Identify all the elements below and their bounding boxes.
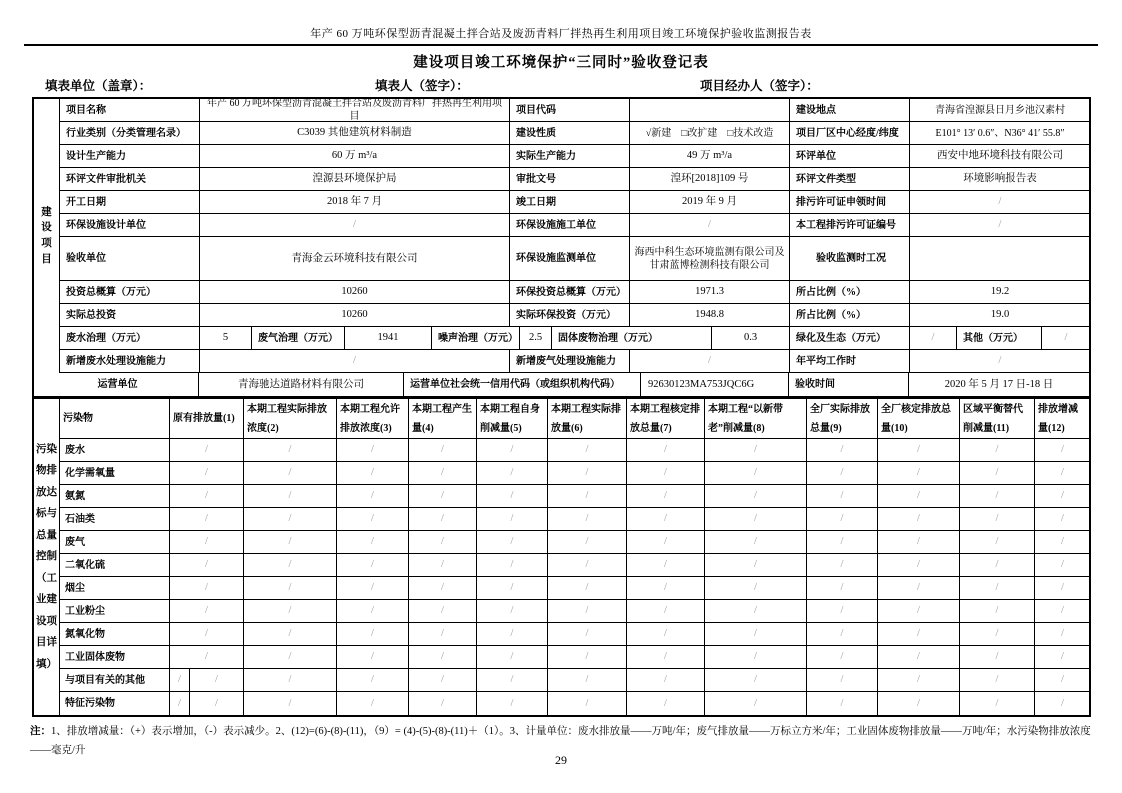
pollutant-value-cell: / (627, 485, 705, 508)
pollutant-value-cell: / (807, 646, 878, 669)
pollutant-value-cell: / (477, 646, 548, 669)
form-title: 建设项目竣工环境保护“三同时”验收登记表 (413, 55, 709, 71)
header-cell: 区域平衡替代削减量(11) (960, 399, 1035, 439)
pollutant-value-cell: / (807, 692, 878, 715)
pollutant-value-cell: / (878, 646, 960, 669)
pollutant-value-cell: / (548, 439, 627, 462)
pollutant-value-cell: / (409, 646, 477, 669)
value-cell: 环境影响报告表 (910, 168, 1090, 191)
label-cell: 环保设施设计单位 (60, 214, 200, 237)
pollutant-value-cell: / (170, 646, 244, 669)
pollutant-name-cell: 化学需氧量 (60, 462, 170, 485)
fill-unit-label: 填表单位（盖章）： (45, 79, 152, 93)
value-cell: 1941 (345, 327, 432, 350)
label-cell: 噪声治理（万元） (432, 327, 520, 350)
label-cell: 项目名称 (60, 99, 200, 122)
pollutant-value-cell: / (244, 531, 337, 554)
label-cell: 开工日期 (60, 191, 200, 214)
pollutant-value-cell: / (477, 669, 548, 692)
pollutant-value-cell: / (170, 439, 244, 462)
pollutant-value-cell: / (548, 692, 627, 715)
label-cell: 行业类别（分类管理名录） (60, 122, 200, 145)
pollutant-name-cell: 氮氧化物 (60, 623, 170, 646)
pollutant-value-cell: / (477, 531, 548, 554)
pollutant-value-cell: / (244, 692, 337, 715)
pollutant-value-cell: / (807, 462, 878, 485)
pollutant-value-cell: / (1035, 462, 1090, 485)
pollutant-name-cell: 废水 (60, 439, 170, 462)
pollutant-name-cell: 氨氮 (60, 485, 170, 508)
pollutant-value-cell: / (627, 554, 705, 577)
pollutant-value-cell: / (477, 485, 548, 508)
label-cell: 本工程排污许可证编号 (790, 214, 910, 237)
value-cell: 0.3 (712, 327, 790, 350)
pollutant-value-cell: / (548, 646, 627, 669)
row-operator (34, 373, 1089, 396)
row-design-capacity (60, 145, 1090, 168)
row-dates (60, 191, 1090, 214)
pollutant-value-cell: / (477, 554, 548, 577)
label-cell: 绿化及生态（万元） (790, 327, 910, 350)
pollutant-value-cell: / (627, 669, 705, 692)
label-cell: 实际总投资 (60, 304, 200, 327)
header-cell: 本期工程“以新带老”削减量(8) (705, 399, 807, 439)
pollutant-value-cell: / (409, 462, 477, 485)
label-cell: 竣工日期 (510, 191, 630, 214)
label-cell: 实际生产能力 (510, 145, 630, 168)
pollutant-value-cell: / (878, 485, 960, 508)
pollutant-value-cell: / (170, 485, 244, 508)
pollutant-value-cell: / (170, 508, 244, 531)
label-cell: 投资总概算（万元） (60, 281, 200, 304)
pollutant-value-cell: / (878, 439, 960, 462)
label-cell: 环评单位 (790, 145, 910, 168)
pollutant-value-cell: / (1035, 646, 1090, 669)
pollutant-value-cell: / (960, 439, 1035, 462)
pollutant-value-cell: / (409, 439, 477, 462)
construction-nature-checkboxes: √新建 □改扩建 □技术改造 (630, 122, 790, 145)
pollutant-value-cell: / (337, 485, 409, 508)
pollutant-value-cell: / (807, 485, 878, 508)
value-cell: / (200, 350, 510, 373)
pollutant-value-cell: / (1035, 577, 1090, 600)
pollutant-value-cell: / (548, 600, 627, 623)
pollutant-value-cell: / (878, 692, 960, 715)
pollutant-value-cell: / (807, 531, 878, 554)
pollutant-value-cell: / (337, 692, 409, 715)
pollutant-value-cell: / (548, 508, 627, 531)
pollutant-row (60, 439, 1090, 462)
pollutant-value-cell: / (477, 623, 548, 646)
pollutant-value-cell: / (409, 508, 477, 531)
label-cell: 所占比例（%） (790, 304, 910, 327)
header-cell: 本期工程自身削减量(5) (477, 399, 548, 439)
pollutant-value-cell: / (807, 508, 878, 531)
pollutant-value-cell: / (548, 485, 627, 508)
label-cell: 项目代码 (510, 99, 630, 122)
acceptance-time-label: 验收时间 (789, 373, 909, 396)
pollutant-value-cell: / (1035, 600, 1090, 623)
pollutant-value-cell: / (409, 531, 477, 554)
label-cell: 废水治理（万元） (60, 327, 200, 350)
pollutant-value-cell: / (705, 485, 807, 508)
pollutant-value-cell: / (244, 669, 337, 692)
pollutant-row (60, 623, 1090, 646)
pollutant-value-cell: / (705, 462, 807, 485)
project-vertical-label: 建设项目 (41, 206, 52, 265)
pollutant-value-cell: / (244, 485, 337, 508)
pollutant-value-cell: / (878, 462, 960, 485)
pollutant-value-cell: / (627, 462, 705, 485)
pollutant-value-cell: / (1035, 531, 1090, 554)
pollutant-value-cell: / (960, 623, 1035, 646)
label-cell: 所占比例（%） (790, 281, 910, 304)
signature-row (0, 74, 1122, 95)
label-cell: 新增废气处理设施能力 (510, 350, 630, 373)
pollutant-value-cell: / (548, 623, 627, 646)
value-cell: 10260 (200, 281, 510, 304)
value-cell: / (630, 214, 790, 237)
value-cell: 2018 年 7 月 (200, 191, 510, 214)
pollutant-name-cell: 二氧化硫 (60, 554, 170, 577)
footnote-body: 1、排放增减量：（+）表示增加，（-）表示减少。2、(12)=(6)-(8)-(11)，（9）= (4)-(5)-(8)-(11)＋（1）。3、计量单位：废水排放量——万吨/年；废气排放量——万标立方米/年；工业固体废物排放量——万吨/年；水污染物排放浓度——毫克/升 (30, 726, 1091, 757)
value-cell: / (630, 350, 790, 373)
value-cell: 海西中科生态环境监测有限公司及甘肃蓝博检测科技有限公司 (630, 237, 790, 281)
pollutant-row (60, 646, 1090, 669)
label-cell: 新增废水处理设施能力 (60, 350, 200, 373)
label-cell: 固体废物治理（万元） (552, 327, 712, 350)
pollutant-value-cell: / (705, 600, 807, 623)
pollutant-value-cell: / (627, 600, 705, 623)
header-cell: 污染物 (60, 399, 170, 439)
pollutant-sub-cell: / (170, 692, 190, 715)
value-cell: E101° 13′ 0.6″、N36° 41′ 55.8″ (910, 122, 1090, 145)
pollutant-value-cell: / (705, 646, 807, 669)
pollutant-value-cell: / (807, 439, 878, 462)
value-cell (910, 237, 1090, 281)
pollutant-value-cell: / (878, 577, 960, 600)
header-cell: 本期工程实际排放浓度(2) (244, 399, 337, 439)
pollutant-value-cell: / (627, 692, 705, 715)
pollutant-value-cell: / (244, 439, 337, 462)
pollutant-value-cell: / (477, 600, 548, 623)
header-cell: 排放增减量(12) (1035, 399, 1090, 439)
pollutant-value-cell: / (878, 669, 960, 692)
pollutant-value-cell: / (409, 600, 477, 623)
label-cell: 环评文件类型 (790, 168, 910, 191)
pollutant-rows (60, 399, 1090, 715)
pollutant-value-cell: / (337, 623, 409, 646)
value-cell: / (910, 350, 1090, 373)
pollutant-value-cell: / (627, 623, 705, 646)
label-cell: 建设性质 (510, 122, 630, 145)
pollutant-value-cell: / (960, 600, 1035, 623)
pollutant-value-cell: / (807, 669, 878, 692)
header-cell: 本期工程允许排放浓度(3) (337, 399, 409, 439)
pollutant-value-cell: / (1061, 697, 1064, 709)
pollutant-name-cell: 工业固体废物 (60, 646, 170, 669)
pollutant-value-cell: / (705, 439, 807, 462)
pollutant-value-cell: / (170, 623, 244, 646)
operator-name: 青海驰达道路材料有限公司 (199, 373, 404, 396)
value-cell: 青海省湟源县日月乡池汉素村 (910, 99, 1090, 122)
pollutant-value-cell: / (477, 439, 548, 462)
label-cell: 环保设施监测单位 (510, 237, 630, 281)
label-cell: 其他（万元） (957, 327, 1042, 350)
pollutant-value-cell: / (807, 554, 878, 577)
pollutant-value-cell: / (705, 692, 807, 715)
pollutant-value-cell: / (170, 554, 244, 577)
value-cell: C3039 其他建筑材料制造 (200, 122, 510, 145)
pollutant-value-cell: / (170, 600, 244, 623)
row-treatment-costs (60, 327, 1090, 350)
pollutant-value-cell: / (878, 508, 960, 531)
value-cell (630, 99, 790, 122)
pollutant-value-cell: / (807, 600, 878, 623)
label-cell: 环评文件审批机关 (60, 168, 200, 191)
pollutant-value-cell: / (170, 531, 244, 554)
pollutant-value-cell: / (960, 531, 1035, 554)
header-cell: 本期工程核定排放总量(7) (627, 399, 705, 439)
pollutant-value-cell: / (244, 577, 337, 600)
pollutant-row (60, 462, 1090, 485)
value-cell: 年产 60 万吨环保型沥青混凝土拌合站及废沥青料厂拌热再生利用项目 (200, 99, 510, 122)
value-cell: / (200, 214, 510, 237)
value-cell: 10260 (200, 304, 510, 327)
pollutant-value-cell: / (960, 485, 1035, 508)
handler-label: 项目经办人（签字）： (700, 79, 819, 93)
pollutant-value-cell: / (337, 669, 409, 692)
pollutant-value-cell: / (548, 554, 627, 577)
pollutant-value-cell: / (960, 554, 1035, 577)
pollution-table (32, 398, 1091, 717)
value-cell: 49 万 m³/a (630, 145, 790, 168)
page-number: 29 (555, 753, 567, 767)
value-cell: 60 万 m³/a (200, 145, 510, 168)
pollutant-value-cell: / (190, 692, 244, 715)
pollutant-name-cell: 烟尘 (60, 577, 170, 600)
pollutant-row (60, 554, 1090, 577)
pollutant-value-cell: / (477, 462, 548, 485)
row-industry-category (60, 122, 1090, 145)
pollutant-value-cell: / (548, 462, 627, 485)
pollutant-value-cell: / (627, 577, 705, 600)
label-cell: 环保投资总概算（万元） (510, 281, 630, 304)
operator-label: 运营单位 (34, 373, 199, 396)
pollutant-value-cell: / (878, 531, 960, 554)
pollutant-value-cell: / (878, 600, 960, 623)
pollutant-value-cell: / (627, 439, 705, 462)
pollutant-value-cell: / (477, 577, 548, 600)
pollutant-value-cell: / (1035, 485, 1090, 508)
pollutant-name-cell: 石油类 (60, 508, 170, 531)
pollutant-value-cell: / (807, 577, 878, 600)
pollutant-row (60, 669, 1090, 692)
pollution-vertical-label-col (34, 399, 60, 715)
pollutant-value-cell: / (409, 623, 477, 646)
pollutant-value-cell: / (337, 600, 409, 623)
pollutant-value-cell: / (960, 462, 1035, 485)
project-info-table (32, 97, 1091, 398)
pollutant-name-cell: 工业粉尘 (60, 600, 170, 623)
label-cell: 排污许可证申领时间 (790, 191, 910, 214)
pollution-vertical-label: 污染物排放达标与总量控制（工业建设项目详填） (36, 443, 57, 670)
header-cell: 原有排放量(1) (170, 399, 244, 439)
pollutant-value-cell: / (878, 554, 960, 577)
row-new-capacity (60, 350, 1090, 373)
pollutant-value-cell: / (960, 577, 1035, 600)
pollutant-value-cell: / (244, 600, 337, 623)
pollutant-value-cell: / (627, 508, 705, 531)
header-cell: 全厂实际排放总量(9) (807, 399, 878, 439)
pollutant-value-cell: / (244, 623, 337, 646)
label-cell: 建设地点 (790, 99, 910, 122)
pollutant-value-cell: / (627, 646, 705, 669)
pollutant-name-cell: 特征污染物 (60, 692, 170, 715)
credit-code-label: 运营单位社会统一信用代码（或组织机构代码） (404, 373, 641, 396)
pollutant-value-cell: / (548, 577, 627, 600)
pollutant-row (60, 531, 1090, 554)
label-cell: 实际环保投资（万元） (510, 304, 630, 327)
label-cell: 年平均工作时 (790, 350, 910, 373)
header-cell: 全厂核定排放总量(10) (878, 399, 960, 439)
pollutant-value-cell: / (190, 669, 244, 692)
pollutant-value-cell: / (170, 577, 244, 600)
pollutant-name-cell: 废气 (60, 531, 170, 554)
pollutant-value-cell: / (337, 646, 409, 669)
value-cell: / (910, 191, 1090, 214)
pollutant-value-cell: / (960, 508, 1035, 531)
value-cell: / (1042, 327, 1090, 350)
value-cell: 1948.8 (630, 304, 790, 327)
pollutant-value-cell: / (878, 623, 960, 646)
pollutant-value-cell: / (705, 554, 807, 577)
pollutant-value-cell: / (409, 554, 477, 577)
pollutant-value-cell: / (337, 554, 409, 577)
label-cell: 审批文号 (510, 168, 630, 191)
pollutant-value-cell: / (337, 531, 409, 554)
value-cell: 19.0 (910, 304, 1090, 327)
pollutant-value-cell: / (244, 462, 337, 485)
row-total-budget (60, 281, 1090, 304)
pollutant-value-cell: / (244, 646, 337, 669)
pollutant-value-cell: / (705, 508, 807, 531)
pollutant-value-cell: / (409, 485, 477, 508)
pollutant-value-cell: / (337, 462, 409, 485)
value-cell: / (910, 327, 957, 350)
pollutant-value-cell: / (409, 692, 477, 715)
pollutant-value-cell: / (409, 577, 477, 600)
pollution-header-row (60, 399, 1090, 439)
pollutant-name-cell: 与项目有关的其他 (60, 669, 170, 692)
pollutant-row (60, 508, 1090, 531)
value-cell: 5 (200, 327, 252, 350)
credit-code-value: 92630123MA753JQC6G (641, 373, 789, 396)
label-cell: 设计生产能力 (60, 145, 200, 168)
value-cell: 西安中地环境科技有限公司 (910, 145, 1090, 168)
pollutant-value-cell: / (705, 577, 807, 600)
row-ep-design-unit (60, 214, 1090, 237)
pollutant-value-cell: / (1035, 439, 1090, 462)
fill-person-label: 填表人（签字）： (375, 79, 469, 93)
pollutant-value-cell: / (337, 439, 409, 462)
pollutant-value-cell: / (409, 669, 477, 692)
pollutant-value-cell: / (548, 531, 627, 554)
label-cell: 环保设施施工单位 (510, 214, 630, 237)
row-eia-approval (60, 168, 1090, 191)
pollutant-value-cell: / (337, 577, 409, 600)
project-vertical-label-col (34, 99, 60, 373)
value-cell: 1971.3 (630, 281, 790, 304)
pollutant-value-cell: / (170, 462, 244, 485)
header-cell: 本期工程实际排放量(6) (548, 399, 627, 439)
pollutant-value-cell: / (705, 531, 807, 554)
value-cell: / (910, 214, 1090, 237)
doc-header-title: 年产 60 万吨环保型沥青混凝土拌合站及废沥青料厂拌热再生利用项目竣工环境保护验收监测报告表 (310, 28, 812, 40)
label-cell: 验收单位 (60, 237, 200, 281)
pollutant-row (60, 577, 1090, 600)
acceptance-time-value: 2020 年 5 月 17 日-18 日 (944, 378, 1054, 390)
pollutant-value-cell: / (960, 669, 1035, 692)
pollutant-value-cell: / (1035, 623, 1090, 646)
row-acceptance-unit (60, 237, 1090, 281)
label-cell: 项目厂区中心经度/纬度 (790, 122, 910, 145)
value-cell: 19.2 (910, 281, 1090, 304)
pollutant-value-cell: / (960, 646, 1035, 669)
value-cell: 青海金云环境科技有限公司 (200, 237, 510, 281)
value-cell: 2019 年 9 月 (630, 191, 790, 214)
pollutant-value-cell: / (960, 692, 1035, 715)
header-rule (24, 44, 1098, 46)
pollutant-value-cell: / (1035, 554, 1090, 577)
pollutant-row (60, 485, 1090, 508)
pollutant-value-cell: / (548, 669, 627, 692)
pollutant-value-cell: / (337, 508, 409, 531)
pollutant-sub-cell: / (170, 669, 190, 692)
pollutant-value-cell: / (1035, 669, 1090, 692)
pollutant-row (60, 692, 1090, 715)
row-actual-investment (60, 304, 1090, 327)
pollutant-value-cell: / (244, 554, 337, 577)
pollutant-value-cell: / (807, 623, 878, 646)
header-cell: 本期工程产生量(4) (409, 399, 477, 439)
pollutant-value-cell: / (477, 508, 548, 531)
label-cell: 废气治理（万元） (252, 327, 345, 350)
row-project-name (60, 99, 1090, 122)
value-cell: 湟源县环境保护局 (200, 168, 510, 191)
pollutant-value-cell: / (705, 669, 807, 692)
pollutant-value-cell: / (244, 508, 337, 531)
pollutant-value-cell: / (627, 531, 705, 554)
pollutant-row (60, 600, 1090, 623)
value-cell: 2.5 (520, 327, 552, 350)
label-cell: 验收监测时工况 (790, 237, 910, 281)
pollutant-value-cell: / (705, 623, 807, 646)
footnote-prefix: 注： (30, 726, 51, 737)
value-cell: 湟环[2018]109 号 (630, 168, 790, 191)
pollutant-value-cell: / (477, 692, 548, 715)
pollutant-value-cell: / (1035, 508, 1090, 531)
